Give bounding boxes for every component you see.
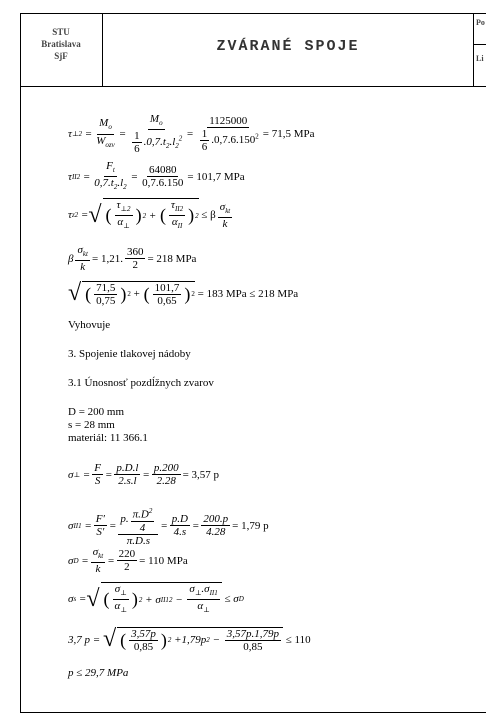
- section-3-1-heading: 3.1 Únosnosť pozdĺžnych zvarov: [68, 377, 214, 389]
- eq9-frac-numerator: 220: [118, 548, 136, 561]
- eq5-a-denominator: 0,75: [96, 294, 116, 307]
- material-line: materiál: 11 366.1: [68, 432, 148, 444]
- eq5-b-denominator: 0,65: [157, 294, 177, 307]
- org-line-3: SjF: [54, 51, 68, 61]
- diameter-line: D = 200 mm: [68, 406, 125, 418]
- eq9-result: = 110 MPa: [139, 554, 188, 567]
- equation-pressure: 3,7 p = √ ( $\frac{3,57p}{0,85}$ ) 2 +1,79p 2 − $\frac{3,57p.1,79p}{0,85}$ ≤ 110: [68, 626, 311, 653]
- eq4-value: = 1,21.: [91, 252, 123, 265]
- org-line-2: Bratislava: [41, 39, 81, 49]
- eq5-b-numerator: 101,7: [154, 281, 180, 294]
- equation-check: √ ( $\frac{71,5}{0,75}$ ) 2 + ( $\frac{101,7}{0,65}$ ) 2 = 183 MPa ≤ 218 MPa: [68, 280, 299, 307]
- header-divider: [20, 86, 486, 87]
- eq9-frac-denominator: 2: [124, 561, 130, 574]
- eq5-a-numerator: 71,5: [96, 281, 116, 294]
- eq11-lhs: 3,7 p =: [68, 633, 101, 646]
- eq2-numerator: 64080: [148, 164, 177, 177]
- equation-sigma-reduced: σ s = √ ( $\frac{\sigma_\perp}{\alpha_\perp}$ ) 2 + σ II1 2 − $\frac{\sigma_\perp.\sigma_{II1}}{\alpha_\perp}$ ≤ σ D: [68, 583, 244, 615]
- eq2-denominator: 0,7.6.150: [142, 177, 184, 190]
- header-corner-divider: [473, 44, 486, 45]
- equation-pressure-result: p ≤ 29,7 MPa: [68, 667, 129, 679]
- corner-label-top: Po: [476, 18, 485, 27]
- eq1-numerator: 1125000: [209, 115, 248, 128]
- eq7-result: = 3,57 p: [182, 468, 220, 481]
- equation-allowable: β $\frac{\sigma_{kt}}{k}$ = 1,21. $\frac{360}{2}$ = 218 MPa: [68, 244, 197, 274]
- eq2-result: = 101,7 MPa: [187, 170, 245, 183]
- equation-sigma-allowable: σ D = $\frac{\sigma_{kt}}{k}$ = $\frac{220}{2}$ = 110 MPa: [68, 546, 188, 576]
- section-3-heading: 3. Spojenie tlakovej nádoby: [68, 348, 191, 360]
- equation-sigma-perp: σ ⊥ = $\frac{F}{S}$ = $\frac{p.D.l}{2.s.l}$ = $\frac{p.200}{2.28}$ = 3,57 p: [68, 462, 220, 487]
- equation-tau-perp: τ ⊥2 = $\frac{M_o}{W_{ozv}}$ = $M_o$ $\frac{1}{6}$ $.0,7.t_2.l_2^2$ = 1125000 $\frac{1}{6}$ .0,7.6.150$^2$ = 71,5 MPa: [68, 113, 315, 156]
- org-line-1: STU: [52, 27, 70, 37]
- eq11-end: ≤ 110: [285, 633, 311, 646]
- eq4-frac-numerator: 360: [126, 246, 144, 259]
- eq4-frac-denominator: 2: [132, 259, 138, 272]
- eq1-denominator: .0,7.6.150: [211, 134, 256, 147]
- equation-tau-resultant: τ z2 = √ ( $\frac{\tau_{\perp 2}}{\alpha_\perp}$ ) 2 + ( $\frac{\tau_{II2}}{\alpha_{II}}$ ) 2 ≤ β $\frac{\sigma_{kt}}{k}$: [68, 199, 231, 231]
- eq3-condition: ≤ β: [201, 209, 216, 222]
- header-divider-right: [473, 13, 474, 86]
- eq8-result: = 1,79 p: [232, 519, 269, 532]
- equation-sigma-parallel: σ II1 = $\frac{F'}{S'}$ = p. $\frac{\pi.D^2}{4}$ π.D.s = $\frac{p.D}{4.s}$ = $\frac{200.p}{4.28}$ = 1,79 p: [68, 507, 269, 547]
- thickness-line: s = 28 mm: [68, 419, 115, 431]
- equation-tau-parallel: τ II2 = $\frac{F_t}{0,7.t_2.l_2}$ = $\frac{64080}{0,7.6.150}$ = 101,7 MPa: [68, 160, 245, 192]
- document-title: ZVÁRANÉ SPOJE: [216, 38, 360, 55]
- eq5-result: = 183 MPa ≤ 218 MPa: [197, 287, 299, 300]
- eq4-result: = 218 MPa: [147, 252, 197, 265]
- result-ok-text: Vyhovuje: [68, 319, 111, 331]
- eq1-result: = 71,5 MPa: [262, 128, 315, 141]
- corner-label-bottom: Li: [476, 54, 484, 63]
- organization-block: [22, 26, 100, 62]
